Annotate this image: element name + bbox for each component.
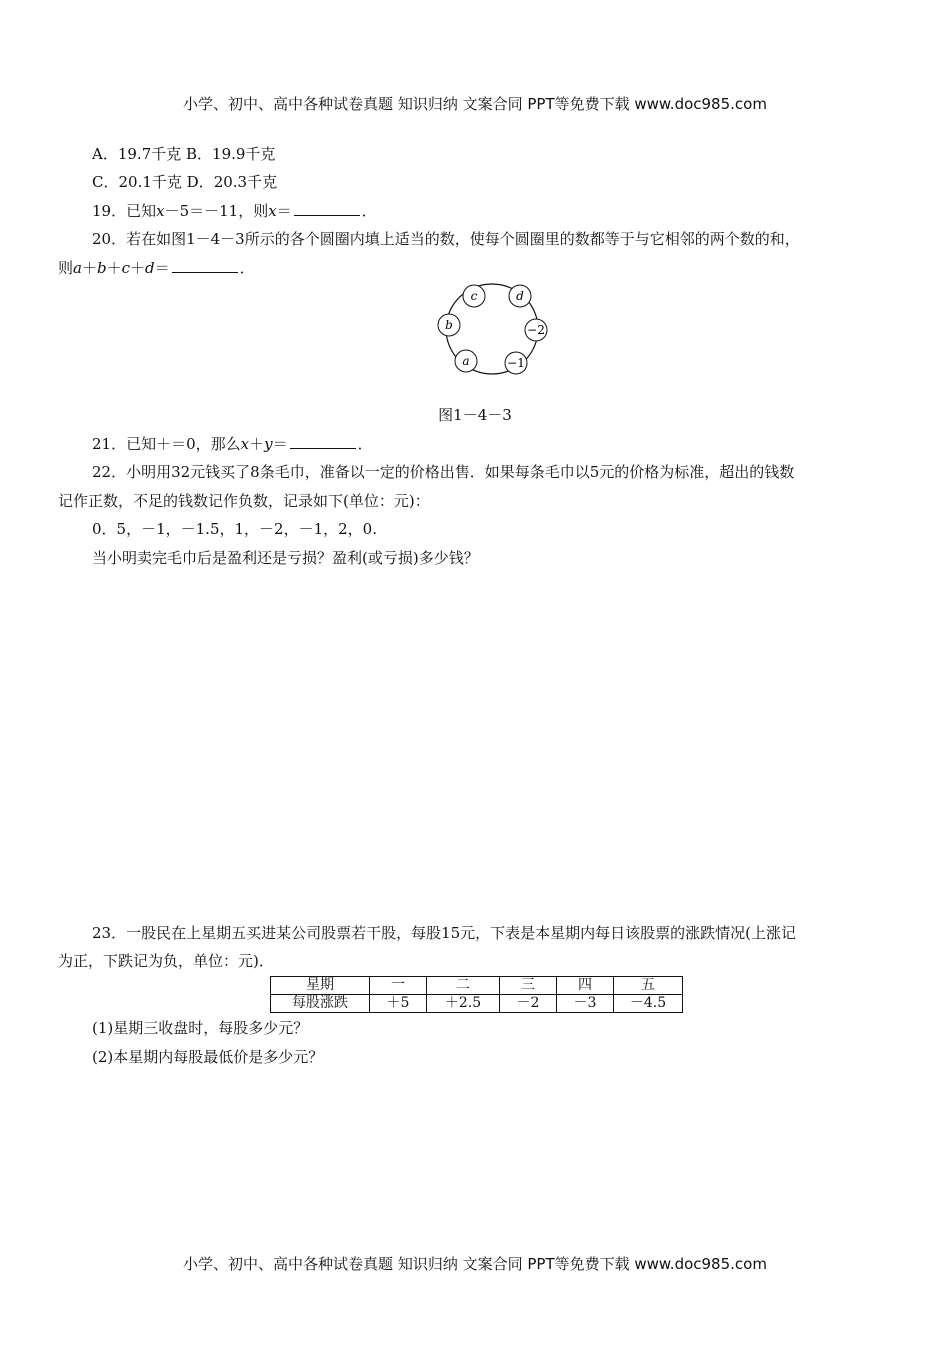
table-cell: 每股涨跌 [271, 995, 370, 1013]
circle-ring-figure [430, 283, 550, 383]
question-20-line2 [58, 257, 255, 279]
q20-answer-blank [172, 258, 238, 273]
q20-prefix: 则 [58, 259, 74, 277]
question-22-line2: 记作正数，不足的钱数记作负数，记录如下(单位：元)： [58, 492, 430, 510]
table-header-cell: 四 [557, 977, 614, 995]
q21-y: y [264, 435, 273, 453]
question-23-sub2: (2)本星期内每股最低价是多少元？ [92, 1048, 324, 1066]
question-21 [92, 433, 373, 455]
q20-end: ． [239, 259, 255, 277]
q19-var-x2: x [268, 202, 277, 220]
q20-plus: ＋ [130, 259, 146, 277]
q21-equals: ＝ [272, 435, 288, 453]
q20-plus: ＋ [81, 259, 97, 277]
page-footer: 小学、初中、高中各种试卷真题 知识归纳 文案合同 PPT等免费下载 www.doc985.com [183, 1255, 767, 1273]
q20-c: c [121, 259, 131, 277]
q20-a: a [73, 259, 82, 277]
circle-label-minus-2: −2 [527, 323, 545, 337]
q20-d: d [145, 259, 155, 277]
q21-plus: ＋ [249, 435, 265, 453]
circle-label-b: b [445, 318, 453, 332]
stock-change-table [270, 976, 683, 1013]
question-22-data: 0．5，－1，－1.5，1，－2，－1，2，0. [92, 520, 377, 538]
q18-options-ab [92, 143, 275, 165]
q19-prefix: 19．已知 [92, 202, 157, 220]
question-22-line1: 22．小明用32元钱买了8条毛巾，准备以一定的价格出售．如果每条毛巾以5元的价格为标准，超出的钱数 [92, 463, 795, 481]
question-22-ask: 当小明卖完毛巾后是盈利还是亏损？盈利(或亏损)多少钱？ [92, 549, 479, 567]
question-23-sub1: (1)星期三收盘时，每股多少元？ [92, 1019, 309, 1037]
table-header-cell: 二 [427, 977, 500, 995]
question-23-line1: 23．一股民在上星期五买进某公司股票若干股，每股15元，下表是本星期内每日该股票的涨跌情况(上涨记 [92, 924, 797, 942]
q19-answer-blank [294, 201, 360, 216]
q20-plus: ＋ [106, 259, 122, 277]
table-row [271, 995, 683, 1013]
q19-after: ＝ [276, 202, 292, 220]
q21-answer-blank [290, 434, 356, 449]
q21-prefix: 21．已知＋＝0，那么 [92, 435, 241, 453]
option-b: B．19.9千克 [186, 145, 276, 163]
circle-label-a: a [462, 354, 470, 368]
table-header-row [271, 977, 683, 995]
circle-label-c: c [470, 289, 478, 303]
question-20-line1: 20．若在如图1－4－3所示的各个圆圈内填上适当的数，使每个圆圈里的数都等于与它相邻的两个数的和， [92, 230, 800, 248]
option-a: A．19.7千克 [92, 145, 182, 163]
q21-x: x [240, 435, 250, 453]
option-c: C．20.1千克 [92, 173, 182, 191]
page-header: 小学、初中、高中各种试卷真题 知识归纳 文案合同 PPT等免费下载 www.doc985.com [183, 95, 767, 113]
q21-end: ． [357, 435, 373, 453]
table-cell: ＋2.5 [427, 995, 500, 1013]
q20-equals: ＝ [154, 259, 170, 277]
table-header-cell: 三 [500, 977, 557, 995]
table-cell: －4.5 [614, 995, 683, 1013]
question-19 [92, 200, 377, 222]
question-23-line2: 为正，下跌记为负，单位：元)． [58, 952, 274, 970]
table-cell: －2 [500, 995, 557, 1013]
q18-options-cd [92, 171, 277, 193]
q19-middle: －5＝－11，则 [164, 202, 269, 220]
table-header-cell: 星期 [271, 977, 370, 995]
table-header-cell: 一 [370, 977, 427, 995]
q20-b: b [96, 259, 107, 277]
q19-var-x: x [156, 202, 165, 220]
circle-label-minus-1: −1 [507, 356, 525, 370]
circle-label-d: d [516, 289, 524, 303]
table-header-cell: 五 [614, 977, 683, 995]
table-cell: －3 [557, 995, 614, 1013]
option-d: D．20.3千克 [186, 173, 278, 191]
q19-end: ． [361, 202, 377, 220]
figure-caption: 图1－4－3 [438, 406, 512, 424]
table-cell: ＋5 [370, 995, 427, 1013]
